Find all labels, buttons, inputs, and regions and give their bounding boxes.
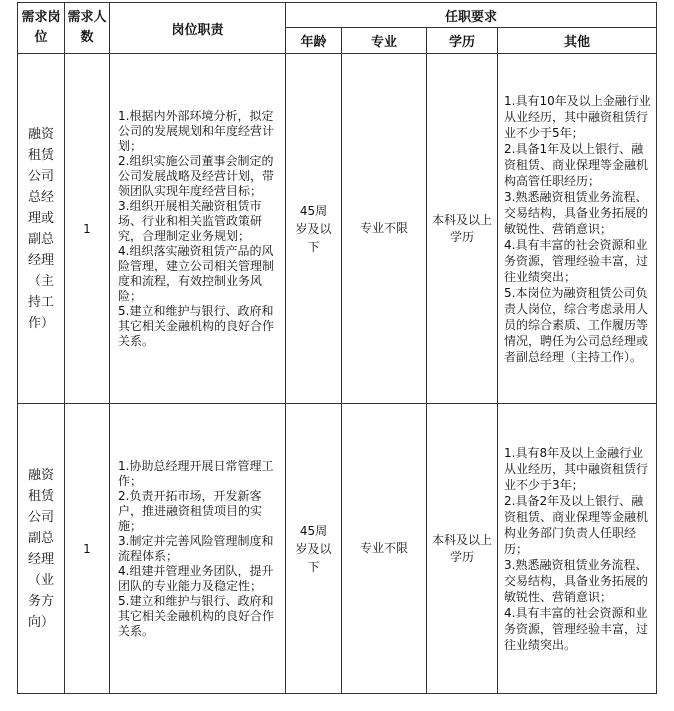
duty-item: 2.负责开拓市场，开发新客户，推进融资租赁项目的实施；: [118, 488, 263, 533]
cell-major: 专业不限: [342, 54, 427, 404]
requirement-item: 5.本岗位为融资租赁公司负责人岗位，综合考虑录用人员的综合素质、工作履历等情况，聘任为公司总经理或者副总经理（主持工作）。: [504, 285, 649, 364]
duty-item: 3.组织开展相关融资租赁市场、行业和相关监管政策研究，合理制定业务规划；: [118, 198, 263, 243]
cell-duties: [110, 54, 286, 404]
duty-item: 3.制定并完善风险管理制度和流程体系；: [118, 533, 274, 563]
cell-headcount: 1: [65, 404, 110, 694]
requirement-item: 3.熟悉融资租赁业务流程、交易结构，具备业务拓展的敏锐性、营销意识；: [504, 557, 649, 604]
cell-other: [498, 54, 657, 404]
cell-age: 45周岁及以下: [286, 404, 342, 694]
cell-education: 本科及以上学历: [427, 54, 498, 404]
requirement-item: 1.具有10年及以上金融行业从业经历，其中融资租赁行业不少于5年；: [504, 93, 651, 140]
cell-education: 本科及以上学历: [427, 404, 498, 694]
header-other: 其他: [498, 28, 657, 54]
cell-other: [498, 404, 657, 694]
table-row: [18, 54, 657, 404]
duty-item: 4.组建并管理业务团队，提升团队的专业能力及稳定性；: [118, 563, 274, 593]
cell-major: 专业不限: [342, 404, 427, 694]
cell-headcount: 1: [65, 54, 110, 404]
requirement-item: 2.具备1年及以上银行、融资租赁、商业保理等金融机构高管任职经历；: [504, 141, 649, 188]
cell-duties: [110, 404, 286, 694]
header-education: 学历: [427, 28, 498, 54]
requirement-item: 2.具备2年及以上银行、融资租赁、商业保理等金融机构业务部门负责人任职经历；: [504, 493, 649, 556]
duty-item: 1.根据内外部环境分析，拟定公司的发展规划和年度经营计划；: [118, 108, 275, 153]
requirement-item: 4.具有丰富的社会资源和业务资源，管理经验丰富，过往业绩突出。: [504, 605, 649, 652]
header-duties: 岗位职责: [110, 3, 286, 54]
duty-item: 1.协助总经理开展日常管理工作；: [118, 458, 274, 488]
cell-position: 融资租赁公司总经理或副总经理（主持工作）: [18, 54, 65, 404]
header-headcount: 需求人数: [65, 3, 110, 54]
requirement-item: 4.具有丰富的社会资源和业务资源，管理经验丰富，过往业绩突出；: [504, 237, 649, 284]
recruitment-table: [17, 2, 657, 694]
requirement-item: 1.具有8年及以上金融行业从业经历，其中融资租赁行业不少于3年；: [504, 445, 649, 492]
requirement-item: 3.熟悉融资租赁业务流程、交易结构，具备业务拓展的敏锐性、营销意识；: [504, 189, 649, 236]
duty-item: 4.组织落实融资租赁产品的风险管理，建立公司相关管理制度和流程，有效控制业务风险；: [118, 243, 275, 303]
duty-item: 2.组织实施公司董事会制定的公司发展战略及经营计划，带领团队实现年度经营目标；: [118, 153, 275, 198]
header-position: 需求岗位: [18, 3, 65, 54]
header-age: 年龄: [286, 28, 342, 54]
duty-item: 5.建立和维护与银行、政府和其它相关金融机构的良好合作关系。: [118, 303, 275, 348]
cell-position: 融资租赁公司副总经理（业务方向）: [18, 404, 65, 694]
duty-item: 5.建立和维护与银行、政府和其它相关金融机构的良好合作关系。: [118, 593, 275, 638]
header-requirements: 任职要求: [286, 3, 657, 28]
table-row: [18, 404, 657, 694]
cell-age: 45周岁及以下: [286, 54, 342, 404]
header-major: 专业: [342, 28, 427, 54]
